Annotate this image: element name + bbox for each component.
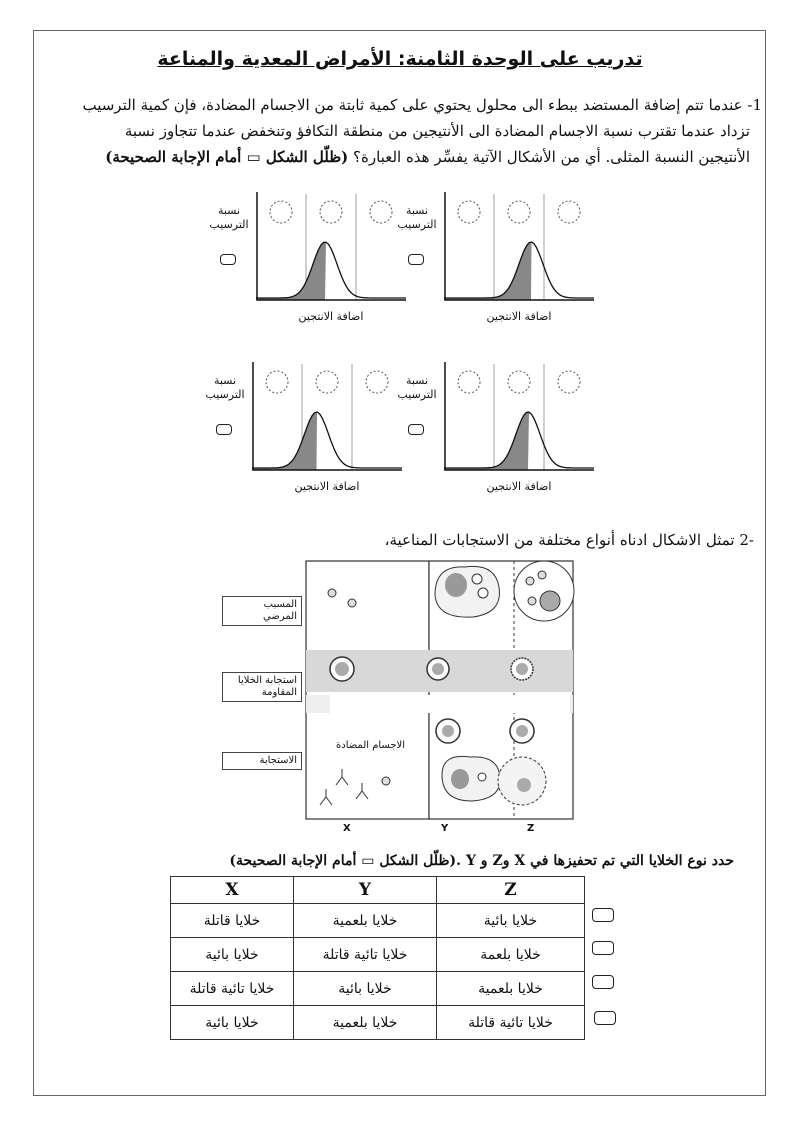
q1-line1-text: عندما تتم إضافة المستضد ببطء الى محلول يحتوي على كمية ثابتة من الاجسام المضادة، فإن كمية الترسيب [82,96,743,114]
precipitation-area [444,242,532,300]
precipitation-chart-2 [256,190,408,304]
answer-table [170,876,585,1040]
antigen-cluster-icon [558,201,580,223]
chart-y-label-line2: الترسيب [205,388,245,401]
table-header-x: X [171,877,294,904]
column-x-label: X [343,823,351,834]
chart-x-label: اضافة الانتجين [294,480,360,493]
chart-answer-box[interactable] [216,424,232,435]
q1-line1 [62,92,762,118]
column-y-label: Y [441,823,449,834]
table-cell: خلايا تائية قاتلة [294,938,437,972]
page-title: تدريب على الوحدة الثامنة: الأمراض المعدية والمناعة [157,48,643,70]
b-cell-x-icon [330,657,354,681]
table-cell: خلايا بلعمية [294,904,437,938]
q2-question: حدد نوع الخلايا التي تم تحفيزها في X وZ و Y .(ظلّل الشكل ▭ أمام الإجابة الصحيحة) [229,853,734,869]
table-row [171,938,585,972]
macrophage-y-icon [435,566,499,617]
q1-hint: (ظلّل الشكل ▭ أمام الإجابة الصحيحة) [105,148,349,166]
chart-y-label-line1: نسبة [405,374,429,387]
infected-cell-z-icon [514,561,574,621]
chart-answer-box[interactable] [408,254,424,265]
t-cell-z-icon [511,658,533,680]
chart-axes [257,192,406,300]
chart-answer-box[interactable] [408,424,424,435]
antigen-cluster-icon [270,201,292,223]
answer-choice-1-box[interactable] [592,908,614,922]
chart-y-label-line2: الترسيب [397,218,437,231]
table-header-z: Z [437,877,585,904]
column-z-label: Z [527,823,535,834]
q1-number: 1- [747,96,762,114]
antigen-cluster-icon [316,371,338,393]
cell-y-icon [427,658,449,680]
precipitation-area [256,242,326,300]
antigen-cluster-icon [266,371,288,393]
q2-text: تمثل الاشكال ادناه أنواع مختلفة من الاستجابات المناعية، [384,531,735,549]
label-cell-response: استجابة الخلايا المقاومة [222,672,302,702]
precipitation-curve [256,242,406,298]
answer-choice-3-box[interactable] [592,975,614,989]
chart-y-label [206,204,252,232]
precipitation-chart-4 [252,360,404,474]
table-cell: خلايا بائية [294,972,437,1006]
precipitation-curve [252,412,402,468]
q1-line3-text: الأنتيجين النسبة المثلى. أي من الأشكال الآتية يفسِّر هذه العبارة؟ [353,148,750,166]
answer-choice-4-box[interactable] [594,1011,616,1025]
chart-y-label [202,374,248,402]
antigen-cluster-icon [458,371,480,393]
chart-x-label: اضافة الانتجين [486,480,552,493]
chart-axes [253,362,402,470]
antigen-cluster-icon [508,371,530,393]
table-cell: خلايا بلعمية [437,972,585,1006]
table-row [171,972,585,1006]
antigen-cluster-icon [508,201,530,223]
answer-choice-2-box[interactable] [592,941,614,955]
table-cell: خلايا بائية [171,938,294,972]
precipitation-area [252,412,317,470]
label-pathogen: المسبب المرضي [222,596,302,626]
precipitation-area [444,412,529,470]
q1-line2: تزداد عندما تقترب نسبة الاجسام المضادة الى الأنتيجين من منطقة التكافؤ وتنخفض عندما تتجاوز نسبة [124,122,750,140]
chart-y-label-line2: الترسيب [209,218,249,231]
label-antibodies: الاجسام المضادة [336,740,406,751]
antigen-cluster-icon [558,371,580,393]
table-header-row [171,877,585,904]
table-cell: خلايا بلعمية [294,1006,437,1040]
table-cell: خلايا بلعمة [437,938,585,972]
antigen-cluster-icon [320,201,342,223]
antigen-cluster-icon [458,201,480,223]
q2-line [54,527,754,553]
chart-answer-box[interactable] [220,254,236,265]
chart-y-label-line1: نسبة [405,204,429,217]
chart-y-label-line1: نسبة [217,204,241,217]
table-row [171,1006,585,1040]
table-header-y: Y [294,877,437,904]
antigen-cluster-icon [366,371,388,393]
chart-y-label-line1: نسبة [213,374,237,387]
q1-line3 [50,144,750,170]
table-row [171,904,585,938]
chart-y-label-line2: الترسيب [397,388,437,401]
chart-x-label: اضافة الانتجين [486,310,552,323]
table-cell: خلايا تائية قاتلة [171,972,294,1006]
table-cell: خلايا قاتلة [171,904,294,938]
precipitation-chart-1 [444,190,596,304]
table-cell: خلايا بائية [437,904,585,938]
antigen-cluster-icon [370,201,392,223]
precipitation-chart-3 [444,360,596,474]
q2-number: -2 [739,531,754,549]
table-cell: خلايا بائية [171,1006,294,1040]
table-cell: خلايا تائية قاتلة [437,1006,585,1040]
chart-x-label: اضافة الانتجين [298,310,364,323]
label-response: الاستجابة [222,752,302,770]
